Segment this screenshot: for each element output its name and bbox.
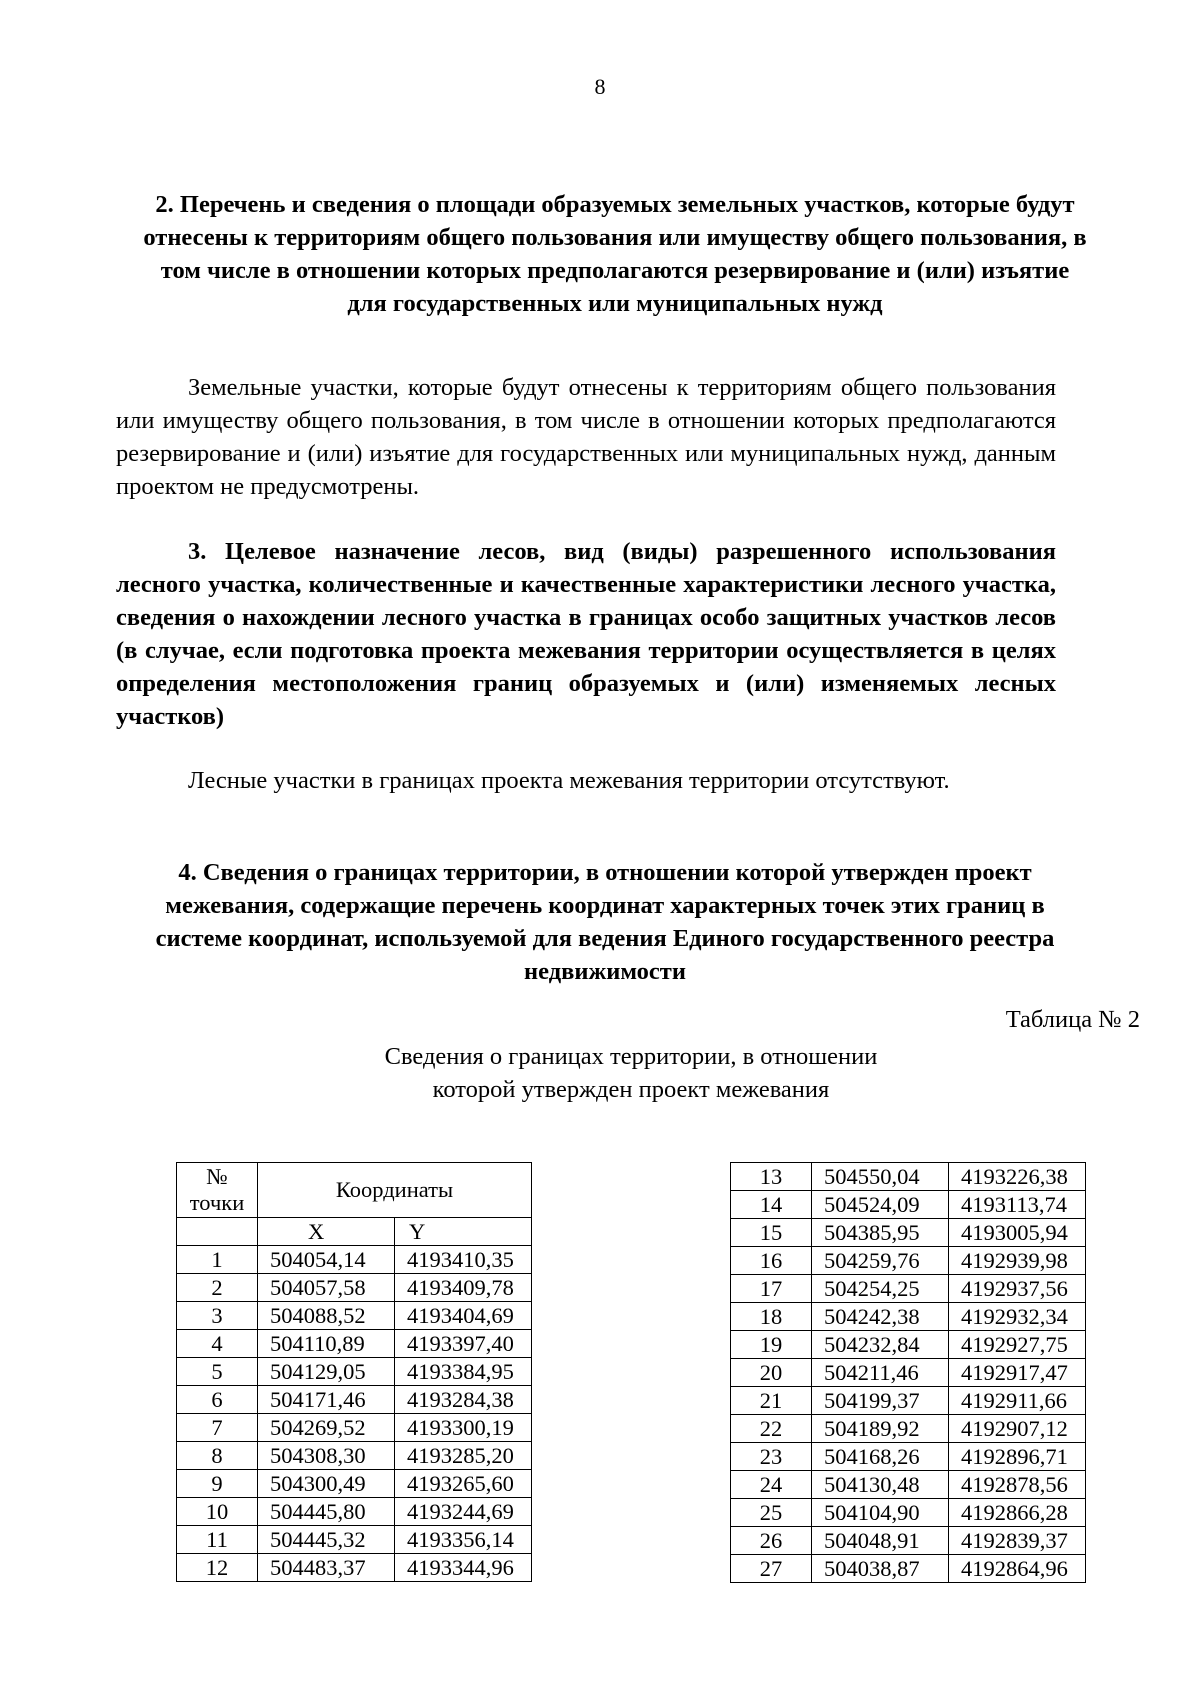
x-coordinate-cell: 504110,89 <box>258 1330 395 1358</box>
table-row <box>731 1303 1086 1331</box>
y-coordinate-cell: 4193284,38 <box>395 1386 532 1414</box>
point-number-cell: 5 <box>177 1358 258 1386</box>
point-number-cell: 14 <box>731 1191 812 1219</box>
y-coordinate-cell: 4193005,94 <box>949 1219 1086 1247</box>
header-y: Y <box>395 1218 532 1246</box>
page-number: 8 <box>594 74 606 99</box>
table-row <box>177 1274 532 1302</box>
coordinates-table-right <box>730 1162 1086 1583</box>
point-number-cell: 27 <box>731 1555 812 1583</box>
x-coordinate-cell: 504524,09 <box>812 1191 949 1219</box>
x-coordinate-cell: 504088,52 <box>258 1302 395 1330</box>
table-row <box>177 1302 532 1330</box>
table-row <box>177 1386 532 1414</box>
x-coordinate-cell: 504300,49 <box>258 1470 395 1498</box>
x-coordinate-cell: 504054,14 <box>258 1246 395 1274</box>
section-3-heading: 3. Целевое назначение лесов, вид (виды) разрешенного использования лесного участка, количественные и качественные характеристики лесного участка, сведения о нахождении лесного участка в границах особо защитных участков лесов (в случае, если подготовка проекта межевания территории осуществляется в целях определения местоположения границ образуемых и (или) изменяемых лесных участков) <box>116 538 1056 730</box>
header-coordinates: Координаты <box>258 1163 532 1218</box>
table-row <box>731 1415 1086 1443</box>
point-number-cell: 21 <box>731 1387 812 1415</box>
y-coordinate-cell: 4192866,28 <box>949 1499 1086 1527</box>
x-coordinate-cell: 504483,37 <box>258 1554 395 1582</box>
point-number-cell: 16 <box>731 1247 812 1275</box>
point-number-cell: 4 <box>177 1330 258 1358</box>
section-3-body: Лесные участки в границах проекта межевания территории отсутствуют. <box>188 767 950 794</box>
table-caption <box>0 1040 1200 1106</box>
y-coordinate-cell: 4193344,96 <box>395 1554 532 1582</box>
table-row <box>177 1414 532 1442</box>
point-number-cell: 9 <box>177 1470 258 1498</box>
table-caption-text: Сведения о границах территории, в отношении которой утвержден проект межевания <box>384 1043 878 1103</box>
y-coordinate-cell: 4193397,40 <box>395 1330 532 1358</box>
point-number-cell: 26 <box>731 1527 812 1555</box>
point-number-cell: 25 <box>731 1499 812 1527</box>
point-number-cell: 19 <box>731 1331 812 1359</box>
point-number-cell: 18 <box>731 1303 812 1331</box>
section-4-heading: 4. Сведения о границах территории, в отношении которой утвержден проект межевания, содержащие перечень координат характерных точек этих границ в системе координат, используемой для ведения Единого государственного реестра недвижимости <box>155 859 1055 985</box>
x-coordinate-cell: 504211,46 <box>812 1359 949 1387</box>
table-row <box>731 1219 1086 1247</box>
header-x: X <box>258 1218 395 1246</box>
x-coordinate-cell: 504057,58 <box>258 1274 395 1302</box>
y-coordinate-cell: 4192911,66 <box>949 1387 1086 1415</box>
x-coordinate-cell: 504130,48 <box>812 1471 949 1499</box>
point-number-cell: 22 <box>731 1415 812 1443</box>
table-row <box>177 1442 532 1470</box>
y-coordinate-cell: 4193409,78 <box>395 1274 532 1302</box>
x-coordinate-cell: 504232,84 <box>812 1331 949 1359</box>
table-row <box>177 1498 532 1526</box>
y-coordinate-cell: 4192937,56 <box>949 1275 1086 1303</box>
y-coordinate-cell: 4192896,71 <box>949 1443 1086 1471</box>
table-row <box>177 1554 532 1582</box>
header-empty-cell <box>177 1218 258 1246</box>
table-row <box>177 1358 532 1386</box>
table-number: Таблица № 2 <box>1005 1006 1140 1033</box>
coordinates-table-left <box>176 1162 532 1582</box>
point-number-cell: 12 <box>177 1554 258 1582</box>
point-number-cell: 13 <box>731 1163 812 1191</box>
table-row <box>731 1443 1086 1471</box>
table-row <box>731 1163 1086 1191</box>
section-2-heading: 2. Перечень и сведения о площади образуемых земельных участков, которые будут отнесены к территориям общего пользования или имуществу общего пользования, в том числе в отношении которых предполагаются резервирование и (или) изъятие для государственных или муниципальных нужд <box>143 191 1087 317</box>
y-coordinate-cell: 4193265,60 <box>395 1470 532 1498</box>
x-coordinate-cell: 504038,87 <box>812 1555 949 1583</box>
table-row <box>177 1246 532 1274</box>
table-row <box>731 1191 1086 1219</box>
table-row <box>731 1527 1086 1555</box>
table-row <box>731 1499 1086 1527</box>
x-coordinate-cell: 504242,38 <box>812 1303 949 1331</box>
y-coordinate-cell: 4193300,19 <box>395 1414 532 1442</box>
y-coordinate-cell: 4192932,34 <box>949 1303 1086 1331</box>
table-row <box>731 1555 1086 1583</box>
table-row <box>731 1387 1086 1415</box>
y-coordinate-cell: 4192927,75 <box>949 1331 1086 1359</box>
x-coordinate-cell: 504445,80 <box>258 1498 395 1526</box>
x-coordinate-cell: 504259,76 <box>812 1247 949 1275</box>
section-2-body: Земельные участки, которые будут отнесены к территориям общего пользования или имуществу общего пользования, в том числе в отношении которых предполагаются резервирование и (или) изъятие для государственных или муниципальных нужд, данным проектом не предусмотрены. <box>116 374 1056 500</box>
point-number-cell: 3 <box>177 1302 258 1330</box>
point-number-cell: 10 <box>177 1498 258 1526</box>
x-coordinate-cell: 504445,32 <box>258 1526 395 1554</box>
x-coordinate-cell: 504550,04 <box>812 1163 949 1191</box>
y-coordinate-cell: 4193356,14 <box>395 1526 532 1554</box>
table-row <box>177 1470 532 1498</box>
y-coordinate-cell: 4192907,12 <box>949 1415 1086 1443</box>
header-point-number: № точки <box>177 1163 258 1218</box>
x-coordinate-cell: 504189,92 <box>812 1415 949 1443</box>
y-coordinate-cell: 4193244,69 <box>395 1498 532 1526</box>
y-coordinate-cell: 4193226,38 <box>949 1163 1086 1191</box>
point-number-cell: 20 <box>731 1359 812 1387</box>
point-number-cell: 1 <box>177 1246 258 1274</box>
point-number-cell: 2 <box>177 1274 258 1302</box>
y-coordinate-cell: 4192917,47 <box>949 1359 1086 1387</box>
table-row <box>731 1471 1086 1499</box>
y-coordinate-cell: 4192864,96 <box>949 1555 1086 1583</box>
x-coordinate-cell: 504104,90 <box>812 1499 949 1527</box>
table-row <box>731 1331 1086 1359</box>
point-number-cell: 15 <box>731 1219 812 1247</box>
y-coordinate-cell: 4193410,35 <box>395 1246 532 1274</box>
table-row <box>177 1330 532 1358</box>
point-number-cell: 7 <box>177 1414 258 1442</box>
table-row <box>731 1275 1086 1303</box>
point-number-cell: 17 <box>731 1275 812 1303</box>
table-row <box>177 1526 532 1554</box>
point-number-cell: 23 <box>731 1443 812 1471</box>
point-number-cell: 8 <box>177 1442 258 1470</box>
y-coordinate-cell: 4192839,37 <box>949 1527 1086 1555</box>
y-coordinate-cell: 4193404,69 <box>395 1302 532 1330</box>
y-coordinate-cell: 4193113,74 <box>949 1191 1086 1219</box>
x-coordinate-cell: 504254,25 <box>812 1275 949 1303</box>
point-number-cell: 6 <box>177 1386 258 1414</box>
table-row <box>731 1359 1086 1387</box>
x-coordinate-cell: 504269,52 <box>258 1414 395 1442</box>
y-coordinate-cell: 4193285,20 <box>395 1442 532 1470</box>
point-number-cell: 11 <box>177 1526 258 1554</box>
y-coordinate-cell: 4193384,95 <box>395 1358 532 1386</box>
x-coordinate-cell: 504308,30 <box>258 1442 395 1470</box>
x-coordinate-cell: 504129,05 <box>258 1358 395 1386</box>
x-coordinate-cell: 504199,37 <box>812 1387 949 1415</box>
x-coordinate-cell: 504168,26 <box>812 1443 949 1471</box>
y-coordinate-cell: 4192878,56 <box>949 1471 1086 1499</box>
table-row <box>731 1247 1086 1275</box>
y-coordinate-cell: 4192939,98 <box>949 1247 1086 1275</box>
x-coordinate-cell: 504048,91 <box>812 1527 949 1555</box>
x-coordinate-cell: 504171,46 <box>258 1386 395 1414</box>
x-coordinate-cell: 504385,95 <box>812 1219 949 1247</box>
point-number-cell: 24 <box>731 1471 812 1499</box>
